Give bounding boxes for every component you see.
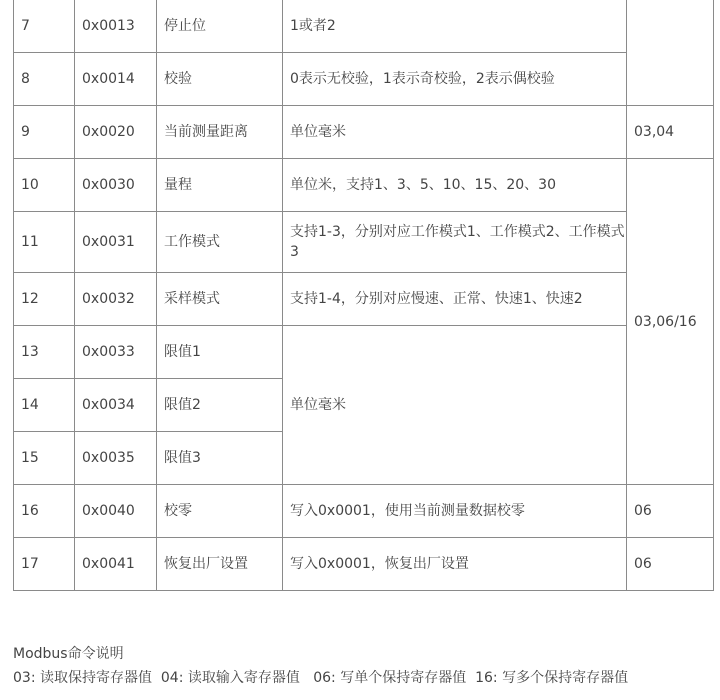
cell-address: 0x0041 <box>75 538 157 591</box>
cell-address: 0x0014 <box>75 53 157 106</box>
cell-name: 工作模式 <box>157 212 283 273</box>
cell-address: 0x0030 <box>75 159 157 212</box>
table-row <box>14 538 714 591</box>
cell-name: 校零 <box>157 485 283 538</box>
cell-no: 11 <box>14 212 75 273</box>
cell-name: 量程 <box>157 159 283 212</box>
table-row <box>14 159 714 212</box>
cell-description: 写入0x0001，使用当前测量数据校零 <box>283 485 627 538</box>
cell-name: 当前测量距离 <box>157 106 283 159</box>
cell-address: 0x0033 <box>75 326 157 379</box>
cell-no: 17 <box>14 538 75 591</box>
cell-description: 写入0x0001，恢复出厂设置 <box>283 538 627 591</box>
cell-address: 0x0032 <box>75 273 157 326</box>
cell-name: 采样模式 <box>157 273 283 326</box>
cell-no: 10 <box>14 159 75 212</box>
cell-name: 停止位 <box>157 0 283 53</box>
table-row <box>14 485 714 538</box>
cell-address: 0x0034 <box>75 379 157 432</box>
cell-name: 恢复出厂设置 <box>157 538 283 591</box>
cell-no: 14 <box>14 379 75 432</box>
cell-no: 7 <box>14 0 75 53</box>
cell-description: 0表示无校验，1表示奇校验，2表示偶校验 <box>283 53 627 106</box>
notes-title: Modbus命令说明 <box>13 646 124 662</box>
cell-no: 8 <box>14 53 75 106</box>
table-row <box>14 106 714 159</box>
cell-function-code: 06 <box>627 538 714 591</box>
cell-name: 限值3 <box>157 432 283 485</box>
cell-no: 16 <box>14 485 75 538</box>
cell-function-code: 06 <box>627 485 714 538</box>
cell-description: 单位米，支持1、3、5、10、15、20、30 <box>283 159 627 212</box>
notes-body: 03: 读取保持寄存器值 04: 读取输入寄存器值 06: 写单个保持寄存器值 16: 写多个保持寄存器值 <box>13 670 629 686</box>
cell-address: 0x0040 <box>75 485 157 538</box>
table-row <box>14 212 714 273</box>
cell-address: 0x0013 <box>75 0 157 53</box>
cell-no: 15 <box>14 432 75 485</box>
cell-no: 9 <box>14 106 75 159</box>
cell-name: 校验 <box>157 53 283 106</box>
cell-no: 12 <box>14 273 75 326</box>
cell-function-code: 03,06/16 <box>627 159 714 485</box>
cell-description: 1或者2 <box>283 0 627 53</box>
table-row <box>14 53 714 106</box>
cell-name: 限值1 <box>157 326 283 379</box>
cell-function-code <box>627 0 714 106</box>
cell-function-code: 03,04 <box>627 106 714 159</box>
table-row <box>14 273 714 326</box>
table-row <box>14 326 714 379</box>
cell-description: 单位毫米 <box>283 106 627 159</box>
cell-description: 单位毫米 <box>283 326 627 485</box>
cell-description: 支持1-4，分别对应慢速、正常、快速1、快速2 <box>283 273 627 326</box>
cell-address: 0x0035 <box>75 432 157 485</box>
register-table <box>13 0 714 591</box>
cell-no: 13 <box>14 326 75 379</box>
cell-address: 0x0031 <box>75 212 157 273</box>
cell-description: 支持1-3，分别对应工作模式1、工作模式2、工作模式3 <box>283 212 627 273</box>
table-row <box>14 0 714 53</box>
cell-address: 0x0020 <box>75 106 157 159</box>
cell-name: 限值2 <box>157 379 283 432</box>
